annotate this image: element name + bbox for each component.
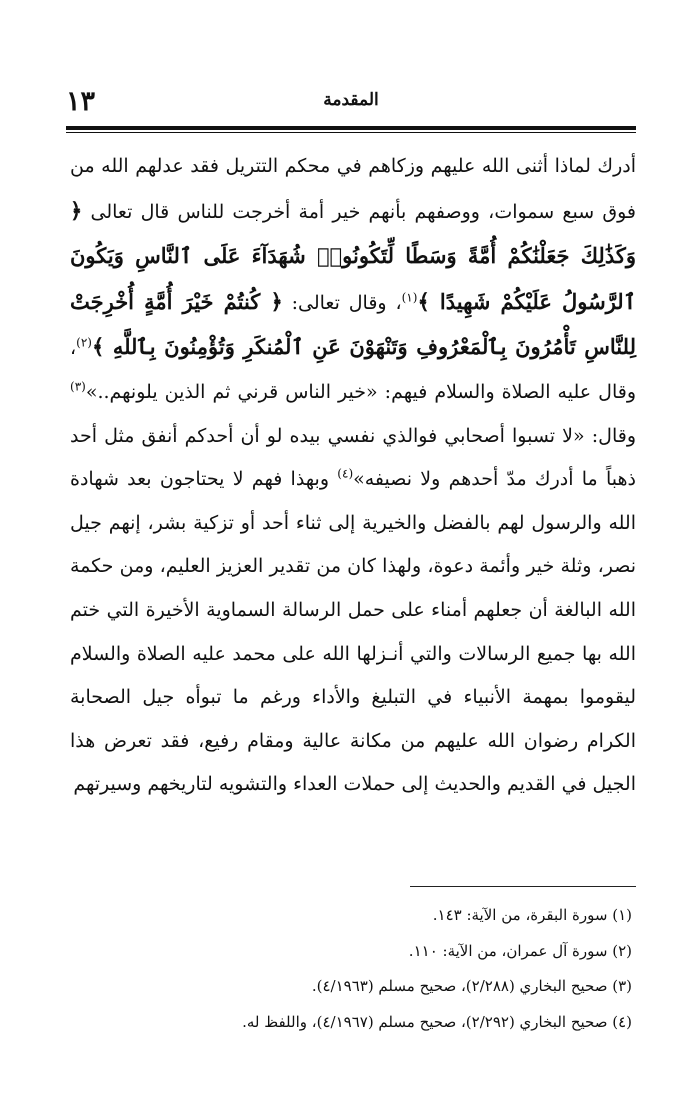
footnote-separator bbox=[410, 886, 636, 887]
footnote-1: (١) سورة البقرة، من الآية: ١٤٣. bbox=[432, 906, 632, 924]
main-text bbox=[70, 145, 636, 807]
page-number: ١٣ bbox=[66, 86, 96, 117]
quran-verse-al-imran: ﴿ كُنتُمْ خَيْرَ أُمَّةٍ أُخْرِجَتْ لِلنَّاسِ تَأْمُرُونَ بِٱلْمَعْرُوفِ وَتَنْهَوْنَ عَنِ ٱلْمُنكَرِ وَتُؤْمِنُونَ بِٱللَّهِ ﴾ bbox=[70, 288, 636, 360]
paragraph-intro: أدرك لماذا أثنى الله عليهم وزكاهم في محكم التتريل فقد عدلهم الله من فوق سبع سموات، ووصفهم بأنهم خير أمة أخرجت للناس قال تعالى bbox=[70, 155, 636, 223]
footnote-2: (٢) سورة آل عمران، من الآية: ١١٠. bbox=[408, 941, 632, 960]
footnote-ref-1: (١) bbox=[401, 290, 418, 305]
paragraph-conclusion: وبهذا فهم لا يحتاجون بعد شهادة الله والرسول لهم بالفضل والخيرية إلى ثناء أحد أو تزكية بشر، إنهم جيل نصر، وثلة خير وأئمة دعوة، ولهذا كان من تقدير العزيز العليم، ومن حكمة الله البالغة أن جعلهم أمناء على حمل الرسالة السماوية الأخيرة التي ختم الله بها جميع الرسالات والتي أنـزلها الله على محمد عليه الصلاة والسلام ليقوموا بمهمة الأنبياء في التبليغ والأداء ورغم ما تبوأه جيل الصحابة الكرام رضوان الله عليهم من مكانة عالية ومقام رفيع، فقد تعرض هذا الجيل في القديم والحديث إلى حملات العداء والتشويه لتاريخهم وسيرتهم bbox=[70, 468, 636, 796]
header-rule-thick bbox=[66, 126, 636, 130]
paragraph-transition: ، وقال تعالى: bbox=[282, 291, 402, 314]
header-rule-thin bbox=[66, 132, 636, 133]
footnote-ref-2: (٢) bbox=[76, 336, 92, 351]
running-title: المقدمة bbox=[323, 90, 379, 110]
hadith-text-2: وقال: «لا تسبوا أصحابي فوالذي نفسي بيده لو أن أحدكم أنفق مثل أحد ذهباً ما أدرك مدّ أحدهم ولا نصيفه» bbox=[70, 424, 637, 491]
footnote-ref-4: (٤) bbox=[337, 466, 354, 481]
quran-verse-baqarah: ﴿ وَكَذَٰلِكَ جَعَلْنَٰكُمْ أُمَّةً وَسَطًا لِّتَكُونُوا۟ شُهَدَآءَ عَلَى ٱلنَّاسِ وَيَكُونَ ٱلرَّسُولُ عَلَيْكُمْ شَهِيدًا ﴾ bbox=[70, 197, 637, 314]
footnote-4: (٤) صحيح البخاري (٢/٢٩٢)، صحيح مسلم (٤/١٩٦٧)، واللفظ له. bbox=[242, 1012, 632, 1031]
hadith-text-1: ، وقال عليه الصلاة والسلام فيهم: «خير الناس قرني ثم الذين يلونهم..» bbox=[70, 337, 636, 403]
footnotes bbox=[70, 898, 632, 1040]
footnote-3: (٣) صحيح البخاري (٢/٢٨٨)، صحيح مسلم (٤/١٩٦٣). bbox=[311, 977, 632, 995]
footnote-ref-3: (٣) bbox=[70, 379, 86, 394]
page-header bbox=[66, 86, 636, 126]
